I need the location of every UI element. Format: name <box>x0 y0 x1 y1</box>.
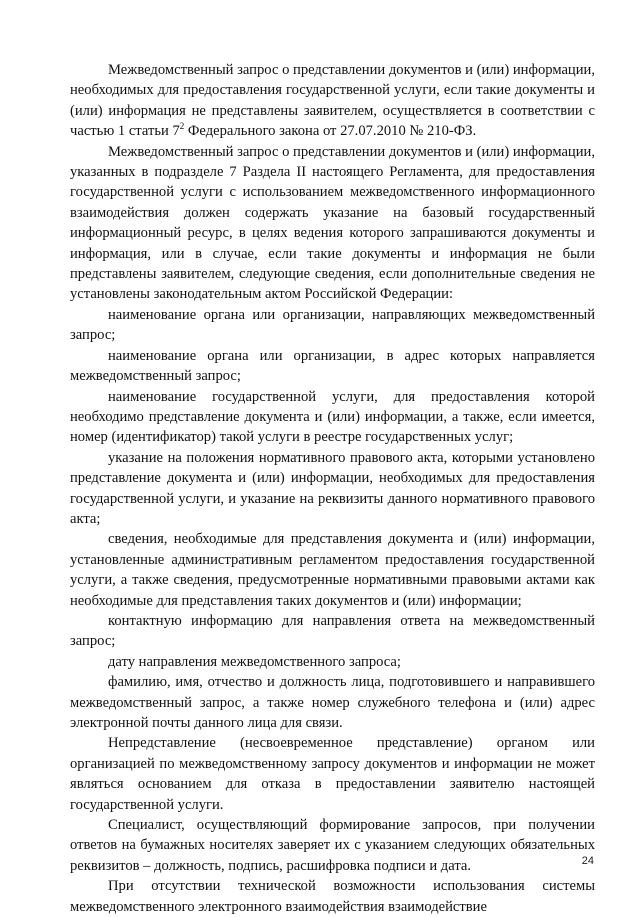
list-item-requesting-organization: наименование органа или организации, направляющих межведомственный запрос; <box>70 306 595 344</box>
paragraph-specialist-certification: Специалист, осуществляющий формирование запросов, при получении ответов на бумажных носителях заверяет их с указанием следующих обязательных реквизитов – должность, подпись, расшифровка подписи и дата. <box>70 817 595 874</box>
list-item-required-information: сведения, необходимые для представления документа и (или) информации, установленные административным регламентом предоставления государственной услуги, а также сведения, предусмотренные нормативными правовыми актами как необходимые для представления таких документов и (или) информации; <box>70 531 595 609</box>
paragraph-text: Федерального закона от 27.07.2010 № 210-ФЗ. <box>184 123 477 140</box>
list-item-responsible-person: фамилию, имя, отчество и должность лица, подготовившего и направившего межведомственный запрос, а также номер служебного телефона и (или) адрес электронной почты данного лица для связи. <box>70 674 595 731</box>
list-item-contact-information: контактную информацию для направления ответа на межведомственный запрос; <box>70 612 595 650</box>
paragraph-non-submission: Непредставление (несвоевременное представление) органом или организацией по межведомственному запросу документов и информации не может являться основанием для отказа в предоставлении заявителю настоящей государственной услуги. <box>70 735 595 813</box>
paragraph-text: Межведомственный запрос о представлении документов и (или) информации, необходимых для предоставления государственной услуги, если такие документы и (или) информация не представлены заявителем, осуществляется в соответствии с частью 1 статьи 7 <box>70 62 596 140</box>
paragraph-interagency-request-basis <box>70 60 595 142</box>
list-item-service-name: наименование государственной услуги, для предоставления которой необходимо представление документа и (или) информации, а также, если имеется, номер (идентификатор) такой услуги в реестре государственных услуг; <box>70 388 595 446</box>
document-page <box>70 60 595 917</box>
article-superscript: 2 <box>179 121 185 132</box>
page-number: 24 <box>581 855 594 867</box>
list-item-request-date: дату направления межведомственного запроса; <box>108 653 401 670</box>
list-item-legal-act: указание на положения нормативного правового акта, которыми установлено представление документа и (или) информации, необходимых для предоставления государственной услуги, и указание на реквизиты данного нормативного правового акта; <box>70 449 595 527</box>
paragraph-no-technical-capability: При отсутствии технической возможности использования системы межведомственного электронного взаимодействия взаимодействие <box>70 878 595 915</box>
list-item-recipient-organization: наименование органа или организации, в адрес которых направляется межведомственный запрос; <box>70 347 595 385</box>
paragraph-request-contents: Межведомственный запрос о представлении документов и (или) информации, указанных в подразделе 7 Раздела II настоящего Регламента, для предоставления государственной услуги с использованием межведомственного информационного взаимодействия должен содержать указание на базовый государственный информационный ресурс, в целях ведения которого запрашиваются документы и информация, или в случае, если такие документы и информация не были представлены заявителем, следующие сведения, если дополнительные сведения не установлены законодательным актом Российской Федерации: <box>70 143 596 303</box>
